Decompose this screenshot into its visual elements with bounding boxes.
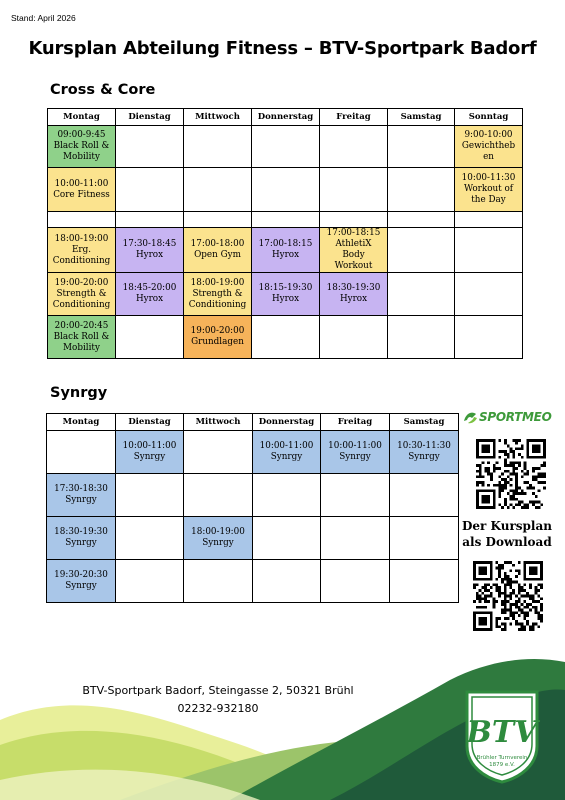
class-slot-line: 18:00-19:00 — [191, 527, 245, 537]
class-slot-line: 19:30-20:30 — [54, 570, 108, 580]
class-slot-line: 18:00-19:00 — [54, 233, 109, 244]
class-slot-line: Core Fitness — [53, 189, 110, 200]
class-slot-line: Conditioning — [52, 299, 111, 310]
class-slot-freitag — [320, 228, 388, 273]
class-slot-dienstag — [116, 431, 184, 474]
class-slot-line: 17:30-18:30 — [54, 484, 108, 494]
empty-slot — [321, 517, 390, 560]
class-slot-line: AthletiX — [335, 239, 372, 249]
column-header-montag: Montag — [47, 414, 116, 431]
class-slot-line: Gewichtheb — [461, 141, 516, 151]
synrgy-schedule-table — [46, 413, 459, 603]
section-heading-synrgy: Synrgy — [50, 385, 108, 401]
class-slot-donnerstag — [252, 228, 320, 273]
download-label-line1: Der Kursplan — [462, 519, 552, 533]
class-slot-line: 9:00-10:00 — [464, 130, 513, 140]
class-slot-montag — [48, 126, 116, 168]
empty-slot — [455, 316, 523, 359]
column-header-dienstag: Dienstag — [116, 414, 184, 431]
sportmeo-brand-text: SPORTMEO — [479, 410, 552, 424]
column-header-montag: Montag — [48, 109, 116, 126]
empty-slot — [116, 168, 184, 212]
class-slot-montag — [47, 517, 116, 560]
table-row — [47, 517, 459, 560]
class-slot-line: 18:15-19:30 — [258, 283, 313, 293]
empty-slot — [388, 228, 455, 273]
empty-slot — [390, 474, 459, 517]
table-row — [48, 316, 523, 359]
column-header-donnerstag: Donnerstag — [252, 109, 320, 126]
class-slot-line: Hyrox — [135, 294, 164, 304]
class-slot-line: 17:30-18:45 — [122, 239, 177, 249]
class-slot-freitag — [320, 273, 388, 316]
table-header-row — [47, 414, 459, 431]
class-slot-dienstag — [116, 273, 184, 316]
empty-slot — [116, 316, 184, 359]
empty-slot — [184, 474, 253, 517]
empty-slot — [388, 273, 455, 316]
class-slot-freitag — [321, 431, 390, 474]
class-slot-mittwoch — [184, 517, 253, 560]
class-slot-montag — [48, 316, 116, 359]
empty-slot — [253, 517, 321, 560]
empty-slot — [253, 474, 321, 517]
empty-slot — [116, 560, 184, 603]
class-slot-line: Grundlagen — [191, 337, 244, 347]
class-slot-line: 20:00-20:45 — [54, 320, 109, 331]
class-slot-line: Workout of — [463, 184, 514, 194]
class-slot-line: Open Gym — [194, 250, 241, 260]
column-header-samstag: Samstag — [388, 109, 455, 126]
logo-letters: BTV — [466, 715, 538, 750]
empty-slot — [184, 126, 252, 168]
column-header-sonntag: Sonntag — [455, 109, 523, 126]
empty-slot — [455, 228, 523, 273]
class-slot-montag — [47, 474, 116, 517]
class-slot-line: Workout — [334, 261, 373, 271]
class-slot-line: Hyrox — [271, 250, 300, 260]
class-slot-line: the Day — [471, 195, 506, 205]
footer-address: BTV-Sportpark Badorf, Steingasse 2, 50321 Brühl — [82, 684, 354, 697]
download-label — [455, 518, 559, 550]
class-slot-line: Mobility — [63, 342, 100, 353]
empty-slot — [48, 212, 116, 228]
class-slot-line: Black Roll & — [53, 141, 110, 151]
table-row — [48, 126, 523, 168]
class-slot-mittwoch — [184, 273, 252, 316]
empty-slot — [252, 168, 320, 212]
table-row — [48, 168, 523, 212]
stand-date: Stand: April 2026 — [11, 13, 76, 23]
empty-slot — [390, 560, 459, 603]
class-slot-line: 19:00-20:00 — [54, 277, 109, 288]
class-slot-line: 18:00-19:00 — [190, 277, 245, 288]
empty-slot — [252, 212, 320, 228]
class-slot-line: Hyrox — [339, 294, 368, 304]
empty-slot — [455, 273, 523, 316]
table-row — [48, 273, 523, 316]
class-slot-line: Erg. — [71, 244, 92, 255]
class-slot-line: Synrgy — [65, 495, 97, 505]
empty-slot — [455, 212, 523, 228]
empty-slot — [253, 560, 321, 603]
logo-subtitle-1: Brühler Turnverein — [476, 755, 528, 761]
empty-slot — [388, 212, 455, 228]
empty-slot — [388, 126, 455, 168]
table-row — [48, 228, 523, 273]
class-slot-donnerstag — [253, 431, 321, 474]
column-header-mittwoch: Mittwoch — [184, 109, 252, 126]
class-slot-montag — [48, 168, 116, 212]
class-slot-sonntag — [455, 168, 523, 212]
class-slot-samstag — [390, 431, 459, 474]
table-row — [47, 560, 459, 603]
class-slot-line: 18:30-19:30 — [326, 283, 381, 293]
class-slot-line: en — [483, 152, 494, 162]
table-row — [48, 212, 523, 228]
column-header-freitag: Freitag — [320, 109, 388, 126]
class-slot-montag — [48, 228, 116, 273]
empty-slot — [184, 431, 253, 474]
class-slot-line: Conditioning — [188, 299, 247, 310]
empty-slot — [321, 560, 390, 603]
class-slot-line: 10:30-11:30 — [397, 441, 451, 451]
class-slot-line: Strength & — [192, 288, 243, 299]
class-slot-mittwoch — [184, 228, 252, 273]
class-slot-donnerstag — [252, 273, 320, 316]
class-slot-line: 10:00-11:00 — [328, 441, 382, 451]
column-header-dienstag: Dienstag — [116, 109, 184, 126]
class-slot-line: 10:00-11:30 — [461, 173, 516, 183]
class-slot-line: 17:00-18:00 — [190, 239, 245, 249]
btv-logo-icon — [463, 688, 541, 784]
column-header-donnerstag: Donnerstag — [253, 414, 321, 431]
class-slot-line: Synrgy — [202, 538, 234, 548]
class-slot-line: 10:00-11:00 — [122, 441, 177, 451]
class-slot-line: Synrgy — [133, 452, 166, 462]
class-slot-sonntag — [455, 126, 523, 168]
empty-slot — [252, 126, 320, 168]
empty-slot — [116, 212, 184, 228]
empty-slot — [320, 212, 388, 228]
column-header-samstag: Samstag — [390, 414, 459, 431]
section-heading-cross-core: Cross & Core — [50, 82, 156, 98]
class-slot-line: Synrgy — [65, 581, 97, 591]
empty-slot — [184, 560, 253, 603]
empty-slot — [320, 126, 388, 168]
empty-slot — [184, 168, 252, 212]
class-slot-line: 17:00-18:15 — [258, 239, 313, 249]
class-slot-line: Black Roll & — [53, 331, 110, 342]
class-slot-dienstag — [116, 228, 184, 273]
class-slot-line: Synrgy — [408, 452, 440, 462]
class-slot-line: Hyrox — [271, 294, 300, 304]
class-slot-line: Body — [342, 250, 365, 260]
class-slot-line: Mobility — [63, 152, 100, 162]
class-slot-line: 18:45-20:00 — [122, 283, 177, 293]
class-slot-line: 17:00-18:15 — [326, 228, 381, 238]
class-slot-line: Strength & — [56, 288, 107, 299]
page-title: Kursplan Abteilung Fitness – BTV-Sportpark Badorf — [28, 38, 537, 59]
empty-slot — [320, 168, 388, 212]
qr-code-icon[interactable] — [476, 439, 546, 509]
class-slot-line: Synrgy — [65, 538, 97, 548]
class-slot-line: 09:00-9:45 — [57, 130, 106, 140]
empty-slot — [47, 431, 116, 474]
cross-core-schedule-table — [47, 108, 523, 359]
empty-slot — [388, 168, 455, 212]
class-slot-line: 19:00-20:00 — [190, 326, 245, 336]
class-slot-line: 10:00-11:00 — [259, 441, 314, 451]
class-slot-montag — [47, 560, 116, 603]
class-slot-line: 18:30-19:30 — [54, 527, 108, 537]
empty-slot — [116, 517, 184, 560]
empty-slot — [116, 126, 184, 168]
empty-slot — [388, 316, 455, 359]
footer-phone: 02232-932180 — [177, 702, 259, 715]
logo-subtitle-2: 1879 e.V. — [489, 762, 515, 768]
class-slot-line: Hyrox — [135, 250, 164, 260]
empty-slot — [116, 474, 184, 517]
download-label-line2: als Download — [462, 535, 552, 549]
column-header-freitag: Freitag — [321, 414, 390, 431]
table-header-row — [48, 109, 523, 126]
empty-slot — [320, 316, 388, 359]
class-slot-line: Conditioning — [52, 255, 111, 266]
class-slot-montag — [48, 273, 116, 316]
table-row — [47, 431, 459, 474]
class-slot-line: Synrgy — [339, 452, 371, 462]
qr-code-download-icon[interactable] — [473, 561, 543, 631]
empty-slot — [252, 316, 320, 359]
column-header-mittwoch: Mittwoch — [184, 414, 253, 431]
empty-slot — [184, 212, 252, 228]
class-slot-line: Synrgy — [270, 452, 303, 462]
table-row — [47, 474, 459, 517]
class-slot-mittwoch — [184, 316, 252, 359]
empty-slot — [390, 517, 459, 560]
class-slot-line: 10:00-11:00 — [54, 178, 109, 189]
empty-slot — [321, 474, 390, 517]
